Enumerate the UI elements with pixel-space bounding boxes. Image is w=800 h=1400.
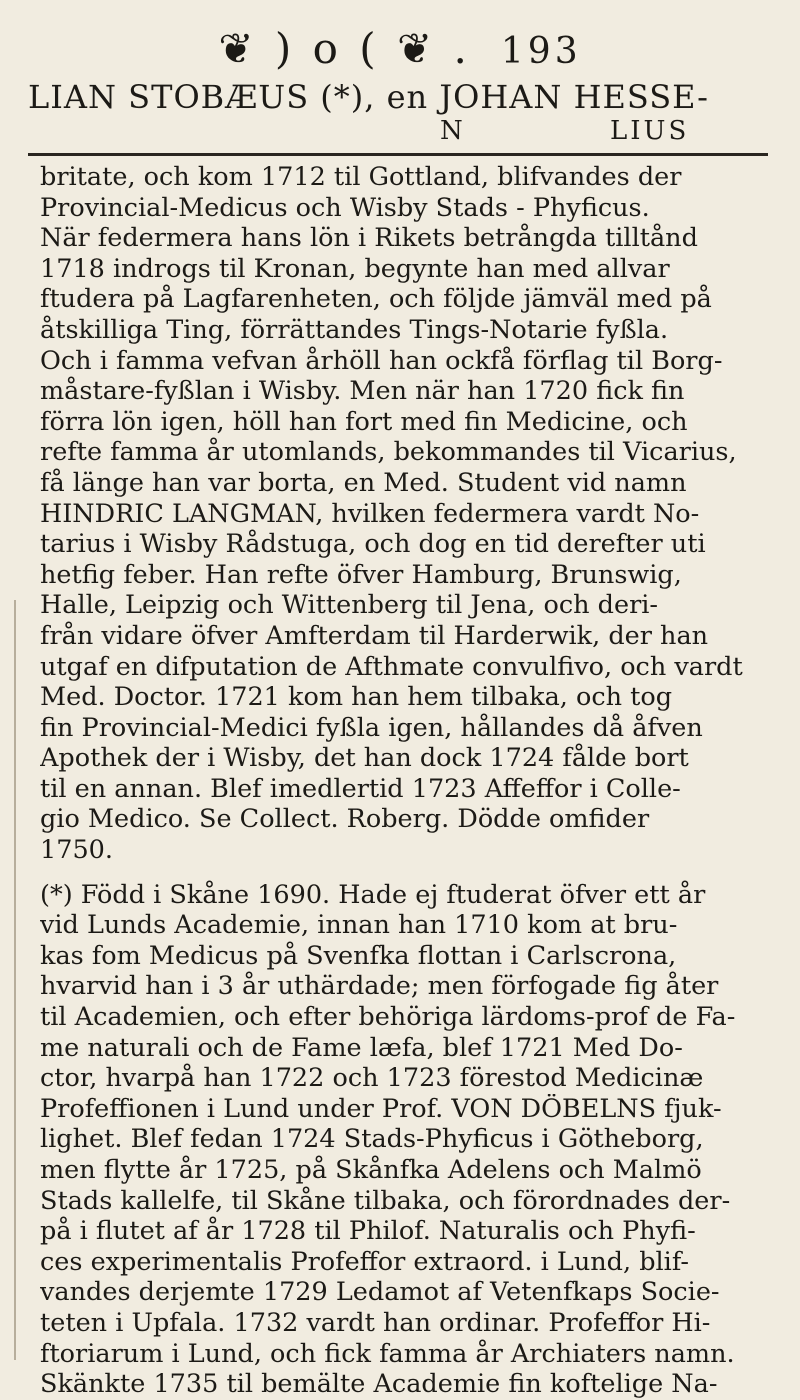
text-line: åtskilliga Ting, förrättandes Tings-Notarie fyßla. (40, 314, 669, 345)
ornament: ❦ ) o ( ❦ . (218, 24, 471, 73)
text-line: 1718 indrogs til Kronan, begynte han med allvar (40, 253, 670, 284)
footnote-line: Profeffionen i Lund under Prof. VON DÖBELNS fjuk- (40, 1093, 722, 1124)
margin-shadow (14, 600, 16, 1360)
text-line: Provincial-Medicus och Wisby Stads - Phyficus. (40, 192, 650, 223)
footnote-line: ctor, hvarpå han 1722 och 1723 förestod Medicinæ (40, 1063, 704, 1094)
footnote-line: teten i Upfala. 1732 vardt han ordinar. Profeffor Hi- (40, 1307, 711, 1338)
text-line: utgaf en difputation de Afthmate convulfivo, och vardt (40, 651, 743, 682)
header-rule (28, 153, 768, 156)
text-line: 1750. (40, 835, 114, 866)
running-head-n: N (440, 116, 466, 146)
text-line: fin Provincial-Medici fyßla igen, hållandes då åfven (40, 712, 703, 743)
text-line: Halle, Leipzig och Wittenberg til Jena, och deri- (40, 590, 659, 621)
text-line: gio Medico. Se Collect. Roberg. Dödde omfider (40, 804, 650, 835)
header-ornament (0, 24, 800, 73)
footnote (40, 880, 762, 1400)
footnote-line: kas fom Medicus på Svenfka flottan i Carlscrona, (40, 940, 677, 971)
text-line: förra lön igen, höll han fort med fin Medicine, och (40, 406, 688, 437)
text-line: Och i famma vefvan århöll han ockfå förflag til Borg- (40, 345, 723, 376)
footnote-line: vandes derjemte 1729 Ledamot af Vetenfkaps Socie- (40, 1277, 720, 1308)
footnote-line: vid Lunds Academie, innan han 1710 kom at bru- (40, 910, 678, 941)
text-line: måstare-fyßlan i Wisby. Men när han 1720 fick fin (40, 376, 685, 407)
running-head: LIAN STOBÆUS (*), en JOHAN HESSE- (28, 78, 709, 116)
footnote-line: til Academien, och efter behöriga lärdoms-prof de Fa- (40, 1002, 736, 1033)
footnote-line: på i flutet af år 1728 til Philof. Naturalis och Phyfi- (40, 1216, 696, 1247)
text-line: til en annan. Blef imedlertid 1723 Affeffor i Colle- (40, 773, 681, 804)
text-line: från vidare öfver Amfterdam til Harderwik, der han (40, 620, 709, 651)
footnote-line: men flytte år 1725, på Skånfka Adelens och Malmö (40, 1155, 702, 1185)
page-number: 193 (500, 31, 582, 72)
footnote-line: Stads kallelfe, til Skåne tilbaka, och förordnades der- (40, 1185, 731, 1216)
body-text (40, 162, 762, 1400)
footnote-line: lighet. Blef fedan 1724 Stads-Phyficus i Götheborg, (40, 1124, 704, 1155)
text-line: När federmera hans lön i Rikets betrångda tilltånd (40, 223, 698, 254)
text-line: Med. Doctor. 1721 kom han hem tilbaka, och tog (40, 682, 673, 713)
text-line: ftudera på Lagfarenheten, och följde jämväl med på (40, 284, 712, 315)
footnote-line: Skänkte 1735 til bemälte Academie fin koftelige Na- (40, 1369, 718, 1400)
text-line: hetfig feber. Han refte öfver Hamburg, Brunswig, (40, 559, 682, 590)
footnote-line: hvarvid han i 3 år uthärdade; men förfogade fig åter (40, 971, 719, 1002)
text-line: få länge han var borta, en Med. Student vid namn (40, 467, 687, 498)
text-line: refte famma år utomlands, bekommandes til Vicarius, (40, 437, 737, 468)
footnote-line: me naturali och de Fame læfa, blef 1721 Med Do- (40, 1032, 683, 1063)
main-paragraph (40, 162, 762, 866)
footnote-line: (*) Född i Skåne 1690. Hade ej ftuderat öfver ett år (40, 879, 706, 910)
text-line: HINDRIC LANGMAN, hvilken federmera vardt No- (40, 498, 700, 529)
footnote-line: ces experimentalis Profeffor extraord. i Lund, blif- (40, 1246, 689, 1277)
text-line: tarius i Wisby Rådstuga, och dog en tid derefter uti (40, 529, 706, 560)
text-line: Apothek der i Wisby, det han dock 1724 fålde bort (40, 743, 689, 774)
footnote-line: ftoriarum i Lund, och fick famma år Archiaters namn. (40, 1338, 735, 1369)
running-head-lius: LIUS (610, 116, 690, 146)
text-line: britate, och kom 1712 til Gottland, blifvandes der (40, 162, 682, 192)
